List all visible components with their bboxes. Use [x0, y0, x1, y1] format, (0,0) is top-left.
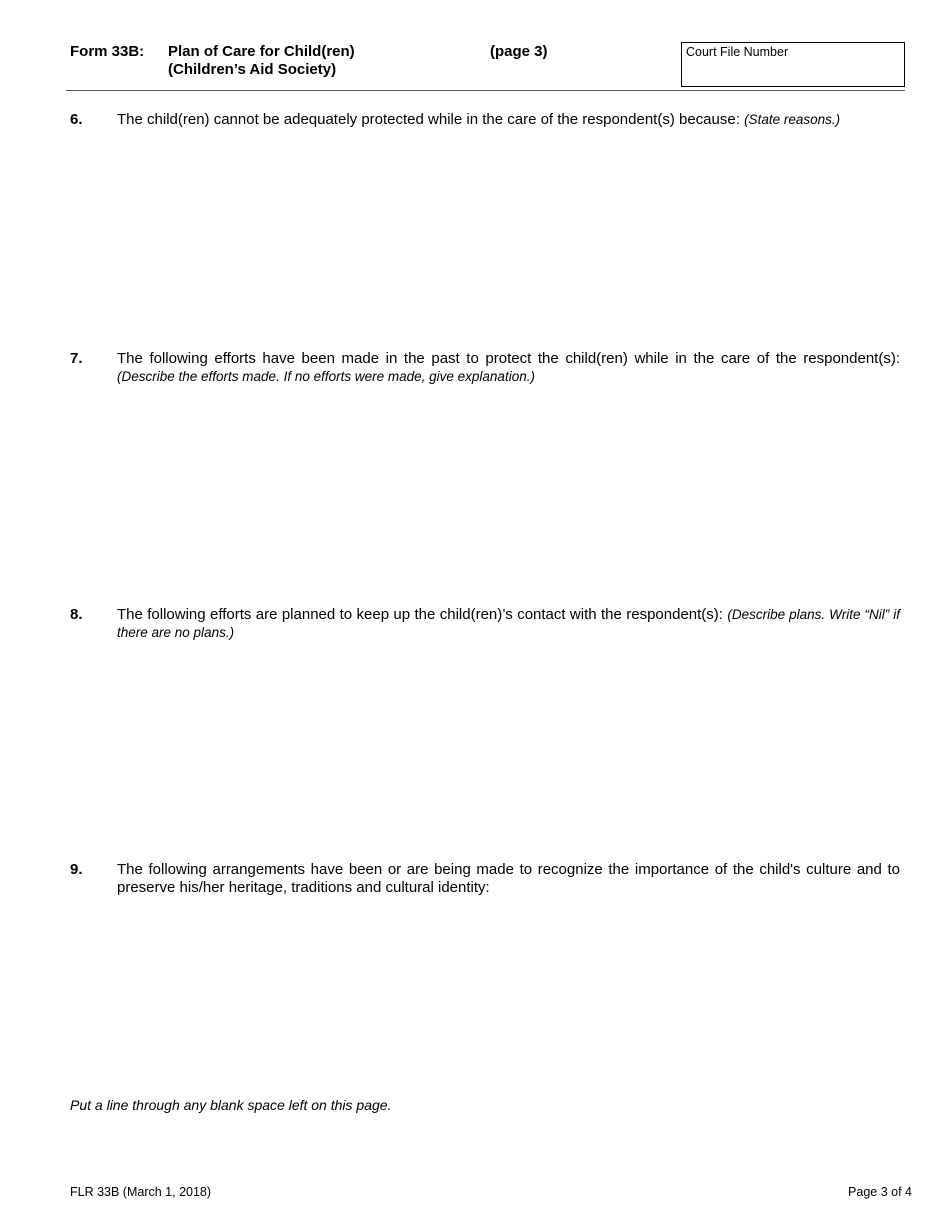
item-9-answer-area[interactable]: [117, 904, 900, 1084]
item-number-8: 8.: [70, 606, 83, 623]
footer-form-id: FLR 33B (March 1, 2018): [70, 1185, 212, 1199]
item-6-text: The child(ren) cannot be adequately protected while in the care of the respondent(s) because:: [117, 111, 740, 128]
item-8-text: The following efforts are planned to keep up the child(ren)’s contact with the respondent(s):: [117, 606, 723, 623]
form-number: Form 33B:: [70, 43, 145, 60]
form-title: [168, 43, 355, 79]
form-title-line2: (Children’s Aid Society): [168, 61, 337, 78]
court-file-number-field[interactable]: [681, 42, 905, 87]
item-7: [117, 350, 900, 386]
item-number-6: 6.: [70, 111, 83, 128]
header-divider: [66, 90, 905, 91]
form-title-line1: Plan of Care for Child(ren): [168, 43, 355, 60]
page-label: (page 3): [490, 43, 548, 60]
item-8-hint: (Describe plans. Write “Nil” if there are no plans.): [117, 607, 900, 640]
item-6: [117, 111, 900, 129]
court-file-number-label: Court File Number: [686, 45, 789, 59]
footer-page-number: Page 3 of 4: [848, 1185, 912, 1199]
item-9-text: The following arrangements have been or are being made to recognize the importance of the child's culture and to preserve his/her heritage, traditions and cultural identity:: [117, 861, 900, 896]
item-8-answer-area[interactable]: [117, 648, 900, 848]
blank-space-note: Put a line through any blank space left on this page.: [70, 1097, 392, 1113]
item-8: [117, 606, 900, 642]
item-6-hint: (State reasons.): [744, 112, 841, 127]
item-number-7: 7.: [70, 350, 83, 367]
item-6-answer-area[interactable]: [117, 135, 900, 335]
item-number-9: 9.: [70, 861, 83, 878]
item-9: [117, 861, 900, 897]
item-7-answer-area[interactable]: [117, 392, 900, 592]
item-7-hint: (Describe the efforts made. If no efforts were made, give explanation.): [117, 369, 535, 384]
item-7-text: The following efforts have been made in the past to protect the child(ren) while in the care of the respondent(s):: [117, 350, 900, 367]
